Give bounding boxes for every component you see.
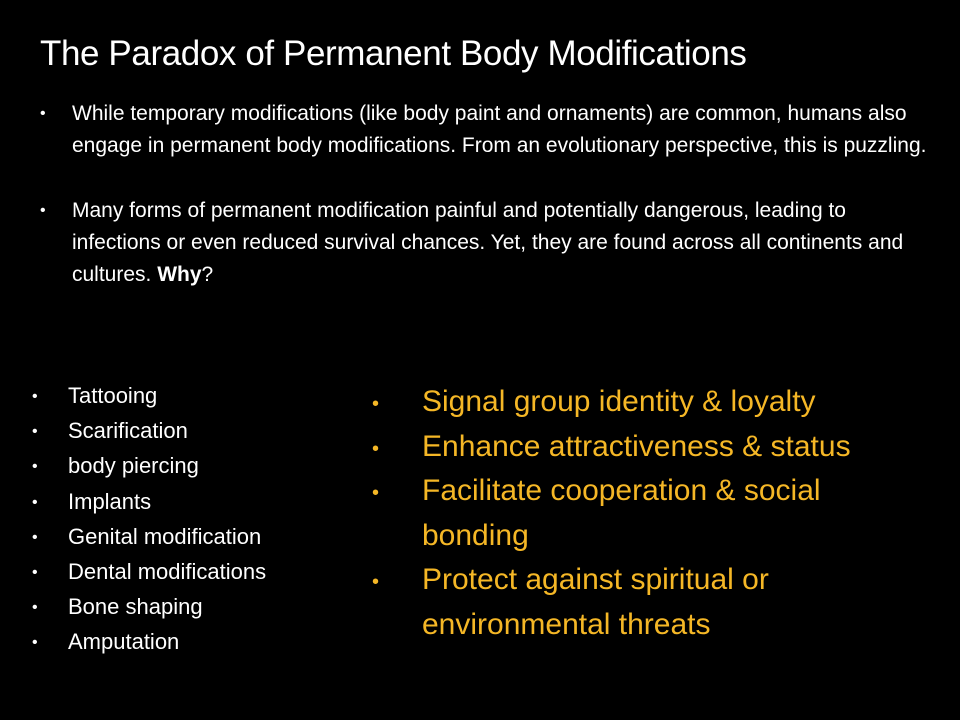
bullet-icon: • [372,482,380,504]
function-item-label: Enhance attractiveness & status [422,429,851,463]
bullet-icon: • [372,437,380,460]
modification-types-list [30,378,350,660]
intro-list [38,98,930,291]
list-item [30,554,350,589]
bullet-icon: • [40,105,46,122]
list-item [30,378,350,413]
bullet-icon: • [32,599,38,617]
list-item [30,624,350,659]
list-item-label: Tattooing [68,383,158,408]
bullet-icon: • [32,423,38,441]
function-item [370,425,930,470]
list-item [30,484,350,519]
list-item [30,589,350,624]
bullet-icon: • [32,528,38,546]
function-item [370,380,930,425]
bullet-icon: • [372,393,380,415]
list-item-label: Genital modification [68,523,262,549]
function-item [370,558,930,647]
list-item-label: Bone shaping [68,594,203,620]
function-item-label: Signal group identity & loyalty [422,385,816,418]
proposed-functions-list [370,380,930,647]
bullet-icon: • [40,202,46,219]
slide-title: The Paradox of Permanent Body Modifications [40,34,747,73]
list-item [30,448,350,483]
intro-point-text: Many forms of permanent modification painful and potentially dangerous, leading to infections or even reduced survival chances. Yet, they are found across all continents and cultures. [72,199,904,286]
emphasis-why: Why [157,263,202,286]
intro-point-text-end: ? [201,263,214,286]
list-item-label: body piercing [68,453,199,479]
list-item-label: Scarification [68,418,188,444]
list-item-label: Amputation [68,629,180,655]
bullet-icon: • [32,458,38,476]
bullet-icon: • [372,571,380,593]
intro-point [38,195,930,291]
function-item [370,469,930,558]
list-item-label: Dental modifications [68,559,267,585]
intro-point [38,98,930,162]
intro-point-text: While temporary modifications (like body paint and ornaments) are common, humans also engage in permanent body modifications. From an evolutionary perspective, this is puzzling. [72,102,927,157]
list-item-label: Implants [68,488,152,514]
function-item-label: Protect against spiritual or environmental threats [422,563,769,641]
function-item-label: Facilitate cooperation & social bonding [422,474,821,552]
bullet-icon: • [32,493,38,511]
list-item [30,413,350,448]
list-item [30,519,350,554]
bullet-icon: • [32,634,38,652]
bullet-icon: • [32,388,38,405]
bullet-icon: • [32,564,38,582]
